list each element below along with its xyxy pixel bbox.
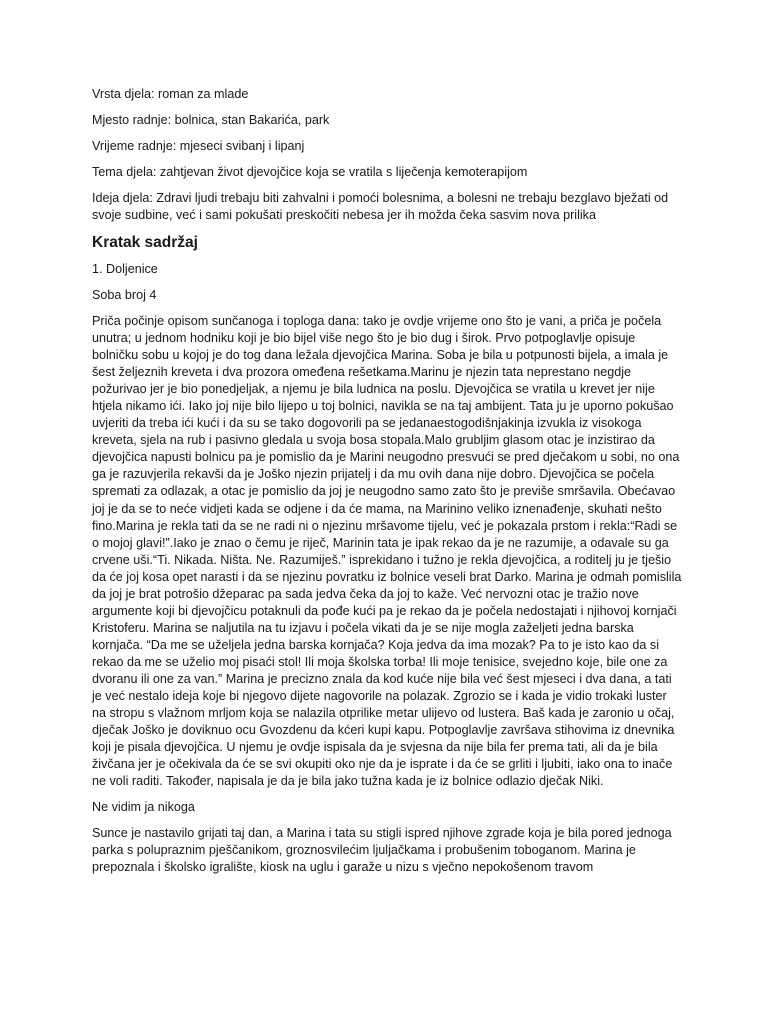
meta-label: Ideja djela: bbox=[92, 191, 153, 205]
meta-value: roman za mlade bbox=[158, 87, 249, 101]
subsection-title-2: Ne vidim ja nikoga bbox=[92, 800, 195, 815]
meta-label: Vrijeme radnje: bbox=[92, 139, 177, 153]
meta-idea bbox=[92, 190, 682, 224]
meta-theme bbox=[92, 164, 682, 181]
subsection-text-1: Priča počinje opisom sunčanoga i toploga dana: tako je ovdje vrijeme ono što je vani, a priča je počela unutra; u jednom hodniku koji je bio bijel više nego što je bio dug i širok. Prvo potpoglavlje opisuje bolničku sobu u kojoj je do tog dana ležala djevojčica Marina. Soba je bila u potpunosti bijela, a imala je šest željeznih kreveta i dva prozora omeđena rešetkama.Marinu je njezin tata neprestano negdje požurivao jer je bio ponedjeljak, a njemu je bila ludnica na poslu. Djevojčica se vratila u krevet jer nije htjela nikamo ići. Iako joj nije bilo lijepo u toj bolnici, navikla se na taj ambijent. Tata ju je uporno pokušao uvjeriti da treba ići kući i da su se tako dogovorili pa se jedanaestogodišnjakinja izvukla iz visokoga kreveta, sjela na rub i pasivno gledala u svoja bosa stopala.Malo grubljim glasom otac je inzistirao da djevojčica napusti bolnicu pa je pomislio da je Marini neugodno presvući se pred dječakom u sobi, no ona ga je razuvjerila rekavši da je Joško njezin prijatelj i da mu ovih dana nije dobro. Djevojčica se počela spremati za odlazak, a otac je pomislio da joj je neugodno samo zato što je previše smršavila. Obećavao joj je da se to neće vidjeti kada se odjene i da će mama, na Marinino veliko iznenađenje, skuhati nešto fino.Marina je rekla tati da se ne radi ni o njezinu mršavome tijelu, već je pokazala prstom i rekla:“Radi se o mojoj glavi!”.Iako je znao o čemu je riječ, Marinin tata je ipak rekao da je ne razumije, a odavale su ga crvene uši.“Ti. Nikada. Ništa. Ne. Razumiješ.” isprekidano i tužno je rekla djevojčica, a roditelj ju je tješio da će joj kosa opet narasti i da se njezinu povratku iz bolnice veseli brat Darko. Marina je odmah pomislila da joj je brat potrošio džeparac pa sada jedva čeka da joj to kaže. Već nervozni otac je tražio nove argumente koji bi djevojčicu potaknuli da pođe kući pa je rekao da je počela nedostajati i njihovoj kornjači Kristoferu. Marina se naljutila na tu izjavu i počela vikati da je se nije mogla zaželjeti jedna barska kornjača. “Da me se uželjela jedna barska kornjača? Koja jedva da ima mozak? Pa to je isto kao da si rekao da me se uželio moj pisaći stol! Ili moja školska torba! Ili moje tenisice, svejedno koje, bile one za dvoranu ili one za van.” Marina je precizno znala da kod kuće nije bila već šest mjeseci i dva dana, a tati je već nestalo ideja koje bi njegovo dijete nagovorile na polazak. Zgrozio se i kada je vidio trokaki luster na stropu s vlažnom mrljom koja se nalazila otprilike metar ulijevo od lustera. Baš kada je zaronio u očaj, dječak Joško je doviknuo ocu Gvozdenu da kćeri kupi kapu. Potpoglavlje završava stihovima iz dnevnika koji je pisala djevojčica. U njemu je ovdje ispisala da je svjesna da nije bila fer prema tati, ali da je bila živčana jer je očekivala da će se svi okupiti oko nje da je isprate i da će se grliti i ljubiti, iako ona to inače ne voli raditi. Također, napisala je da je bila jako tužna kada je iz bolnice odlazio dječak Niki. bbox=[92, 314, 682, 789]
meta-value: mjeseci svibanj i lipanj bbox=[179, 139, 305, 153]
meta-label: Tema djela: bbox=[92, 165, 157, 179]
meta-setting bbox=[92, 112, 682, 129]
document-page bbox=[92, 86, 682, 885]
subsection-text-2: Sunce je nastavilo grijati taj dan, a Marina i tata su stigli ispred njihove zgrade koja je bila pored jednoga parka s polupraznim pješčanikom, groznosvilećim ljuljačkama i probušenim toboganom. Marina je prepoznala i školsko igralište, kiosk na uglu i garaže u nizu s vječno nepokošenom travom bbox=[92, 826, 672, 875]
section-heading: Kratak sadržaj bbox=[92, 234, 198, 251]
subsection-title-1: Soba broj 4 bbox=[92, 288, 157, 302]
meta-value: bolnica, stan Bakarića, park bbox=[174, 113, 330, 127]
meta-label: Mjesto radnje: bbox=[92, 113, 172, 127]
meta-value: Zdravi ljudi trebaju biti zahvalni i pomoći bolesnima, a bolesni ne trebaju bezglavo bježati od svoje sudbine, već i sami pokušati preskočiti nebesa jer ih možda čeka sasvim nova prilika bbox=[92, 191, 669, 222]
chapter-title: 1. Doljenice bbox=[92, 262, 158, 276]
meta-genre bbox=[92, 86, 682, 103]
meta-time bbox=[92, 138, 682, 155]
meta-value: zahtjevan život djevojčice koja se vratila s liječenja kemoterapijom bbox=[159, 165, 528, 179]
meta-label: Vrsta djela: bbox=[92, 87, 155, 101]
